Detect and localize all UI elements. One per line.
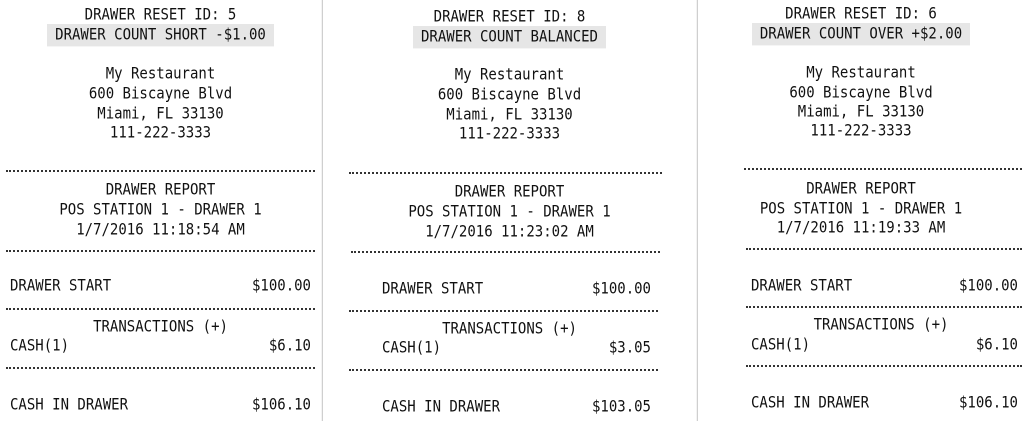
- dotted-divider: [6, 367, 315, 369]
- report-datetime: 1/7/2016 11:19:33 AM: [776, 219, 946, 238]
- dotted-divider: [6, 170, 315, 172]
- drawer-start-label: DRAWER START: [382, 280, 484, 299]
- reset-id: DRAWER RESET ID: 5: [84, 6, 237, 25]
- cash-in-drawer-amount: $106.10: [958, 394, 1018, 413]
- cash-label: CASH(1): [382, 339, 442, 358]
- address-line1: 600 Biscayne Blvd: [789, 84, 933, 103]
- store-name: My Restaurant: [105, 65, 216, 84]
- dotted-divider: [744, 168, 1022, 170]
- station: POS STATION 1 - DRAWER 1: [408, 203, 611, 222]
- drawer-start-amount: $100.00: [251, 277, 311, 296]
- cash-amount: $6.10: [268, 337, 311, 356]
- dotted-divider: [746, 306, 1022, 308]
- receipt-2: [323, 0, 696, 421]
- receipt-3: [698, 0, 1024, 421]
- cash-in-drawer-label: CASH IN DRAWER: [382, 398, 501, 417]
- count-status-badge: DRAWER COUNT SHORT -$1.00: [47, 24, 274, 46]
- receipt-1: [0, 0, 321, 421]
- transactions-label: TRANSACTIONS (+): [442, 320, 577, 339]
- dotted-divider: [6, 308, 315, 310]
- drawer-start-amount: $100.00: [958, 277, 1018, 296]
- count-status-badge: DRAWER COUNT BALANCED: [413, 26, 606, 48]
- transactions-label: TRANSACTIONS (+): [813, 316, 949, 335]
- drawer-start-label: DRAWER START: [10, 277, 112, 296]
- transactions-label: TRANSACTIONS (+): [93, 318, 228, 337]
- reset-id: DRAWER RESET ID: 8: [433, 8, 586, 27]
- address-line2: Miami, FL 33130: [797, 103, 925, 122]
- drawer-start-amount: $100.00: [591, 280, 651, 299]
- drawer-start-label: DRAWER START: [751, 277, 853, 296]
- cash-in-drawer-amount: $103.05: [591, 398, 651, 417]
- report-title: DRAWER REPORT: [806, 180, 916, 199]
- cash-label: CASH(1): [751, 336, 811, 355]
- address-line1: 600 Biscayne Blvd: [88, 85, 233, 104]
- report-title: DRAWER REPORT: [454, 183, 565, 202]
- station: POS STATION 1 - DRAWER 1: [759, 200, 963, 219]
- address-line2: Miami, FL 33130: [446, 106, 573, 125]
- phone: 111-222-3333: [109, 124, 212, 143]
- dotted-divider: [746, 365, 1022, 367]
- reset-id: DRAWER RESET ID: 6: [785, 5, 937, 24]
- cash-in-drawer-label: CASH IN DRAWER: [10, 396, 129, 415]
- phone: 111-222-3333: [810, 122, 912, 141]
- dotted-divider: [351, 251, 660, 253]
- report-datetime: 1/7/2016 11:18:54 AM: [76, 221, 245, 240]
- cash-amount: $6.10: [975, 336, 1018, 355]
- address-line2: Miami, FL 33130: [97, 105, 224, 124]
- store-name: My Restaurant: [806, 64, 916, 83]
- dotted-divider: [349, 172, 662, 174]
- address-line1: 600 Biscayne Blvd: [437, 86, 582, 105]
- cash-in-drawer-amount: $106.10: [251, 396, 311, 415]
- cash-in-drawer-label: CASH IN DRAWER: [751, 394, 870, 413]
- report-datetime: 1/7/2016 11:23:02 AM: [425, 223, 594, 242]
- report-title: DRAWER REPORT: [105, 181, 216, 200]
- store-name: My Restaurant: [454, 66, 565, 85]
- dotted-divider: [349, 369, 658, 371]
- dotted-divider: [6, 250, 315, 252]
- cash-label: CASH(1): [10, 337, 70, 356]
- phone: 111-222-3333: [458, 125, 561, 144]
- count-status-badge: DRAWER COUNT OVER +$2.00: [752, 23, 970, 45]
- cash-amount: $3.05: [608, 339, 651, 358]
- dotted-divider: [349, 310, 658, 312]
- dotted-divider: [746, 248, 1022, 250]
- station: POS STATION 1 - DRAWER 1: [59, 201, 262, 220]
